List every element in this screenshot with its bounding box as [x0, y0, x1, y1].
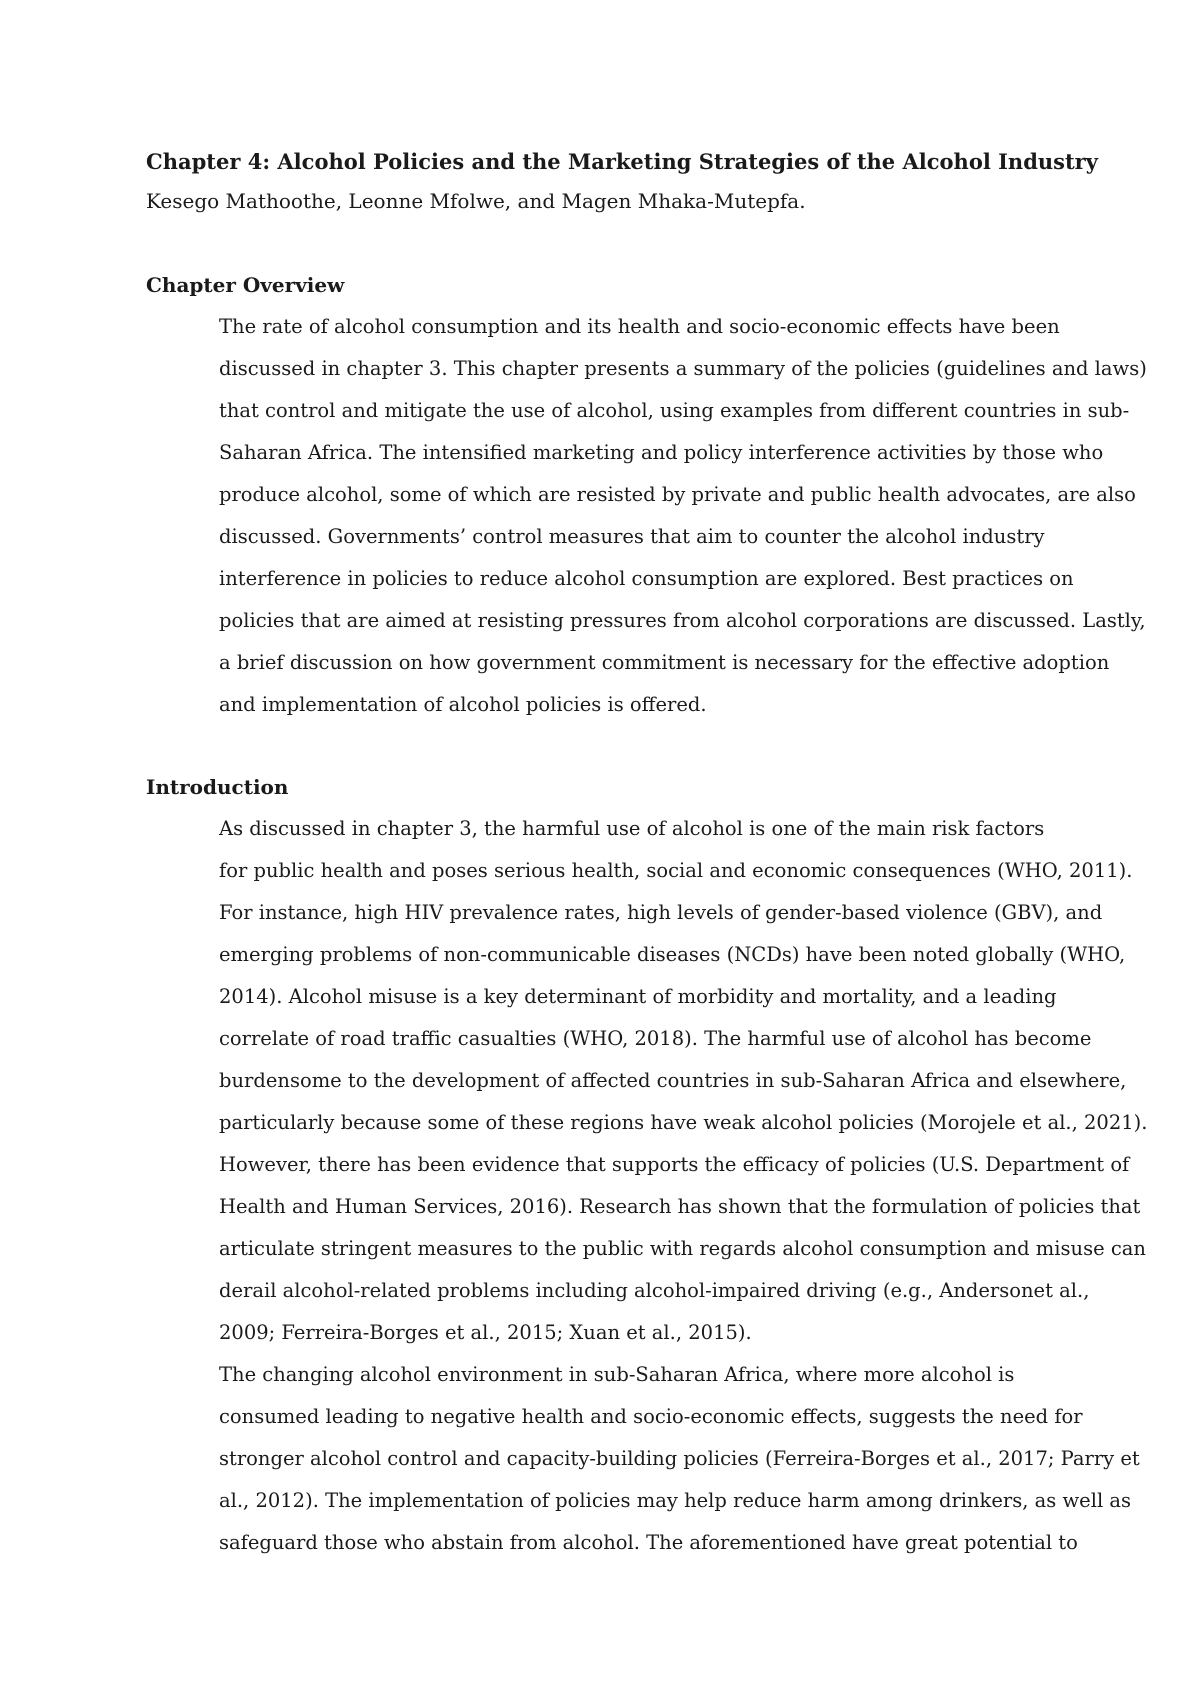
text-line: and implementation of alcohol policies is offered. [219, 693, 707, 716]
section-heading-introduction: Introduction [146, 775, 289, 799]
text-line: 2009; Ferreira-Borges et al., 2015; Xuan et al., 2015). [219, 1321, 752, 1344]
text-line: The rate of alcohol consumption and its health and socio-economic effects have been [219, 315, 1060, 338]
author-line: Kesego Mathoothe, Leonne Mfolwe, and Magen Mhaka-Mutepfa. [146, 189, 806, 213]
introduction-paragraph-1 [146, 808, 1148, 1354]
text-line: Health and Human Services, 2016). Research has shown that the formulation of policies that [219, 1195, 1141, 1218]
text-line: interference in policies to reduce alcohol consumption are explored. Best practices on [219, 567, 1074, 590]
text-line: correlate of road traffic casualties (WHO, 2018). The harmful use of alcohol has become [219, 1027, 1092, 1050]
page-content [146, 144, 1148, 1564]
introduction-paragraph-2 [146, 1354, 1140, 1564]
text-line: As discussed in chapter 3, the harmful use of alcohol is one of the main risk factors [219, 817, 1045, 840]
text-line: policies that are aimed at resisting pressures from alcohol corporations are discussed. Lastly, [219, 609, 1146, 632]
text-line: safeguard those who abstain from alcohol. The aforementioned have great potential to [219, 1531, 1078, 1554]
text-line: discussed. Governments’ control measures that aim to counter the alcohol industry [219, 525, 1045, 548]
text-line: Saharan Africa. The intensified marketing and policy interference activities by those who [219, 441, 1104, 464]
text-line: For instance, high HIV prevalence rates, high levels of gender-based violence (GBV), and [219, 901, 1103, 924]
overview-paragraph [146, 306, 1147, 726]
text-line: 2014). Alcohol misuse is a key determinant of morbidity and mortality, and a leading [219, 985, 1057, 1008]
text-line: al., 2012). The implementation of policies may help reduce harm among drinkers, as well as [219, 1489, 1132, 1512]
text-line: articulate stringent measures to the public with regards alcohol consumption and misuse can [219, 1237, 1146, 1260]
text-line: a brief discussion on how government commitment is necessary for the effective adoption [219, 651, 1110, 674]
text-line: consumed leading to negative health and socio-economic effects, suggests the need for [219, 1405, 1083, 1428]
chapter-title: Chapter 4: Alcohol Policies and the Marketing Strategies of the Alcohol Industry [146, 149, 1098, 174]
text-line: derail alcohol-related problems including alcohol-impaired driving (e.g., Andersonet al., [219, 1279, 1090, 1302]
text-line: The changing alcohol environment in sub-Saharan Africa, where more alcohol is [219, 1363, 1015, 1386]
text-line: produce alcohol, some of which are resisted by private and public health advocates, are also [219, 483, 1136, 506]
text-line: for public health and poses serious health, social and economic consequences (WHO, 2011). [219, 859, 1133, 882]
text-line: burdensome to the development of affected countries in sub-Saharan Africa and elsewhere, [219, 1069, 1127, 1092]
text-line: discussed in chapter 3. This chapter presents a summary of the policies (guidelines and laws) [219, 357, 1147, 380]
text-line: However, there has been evidence that supports the efficacy of policies (U.S. Department of [219, 1153, 1130, 1176]
text-line: that control and mitigate the use of alcohol, using examples from different countries in sub- [219, 399, 1130, 422]
text-line: emerging problems of non-communicable diseases (NCDs) have been noted globally (WHO, [219, 943, 1126, 966]
section-heading-overview: Chapter Overview [146, 273, 345, 297]
text-line: stronger alcohol control and capacity-building policies (Ferreira-Borges et al., 2017; Parry et [219, 1447, 1140, 1470]
text-line: particularly because some of these regions have weak alcohol policies (Morojele et al., 2021). [219, 1111, 1148, 1134]
